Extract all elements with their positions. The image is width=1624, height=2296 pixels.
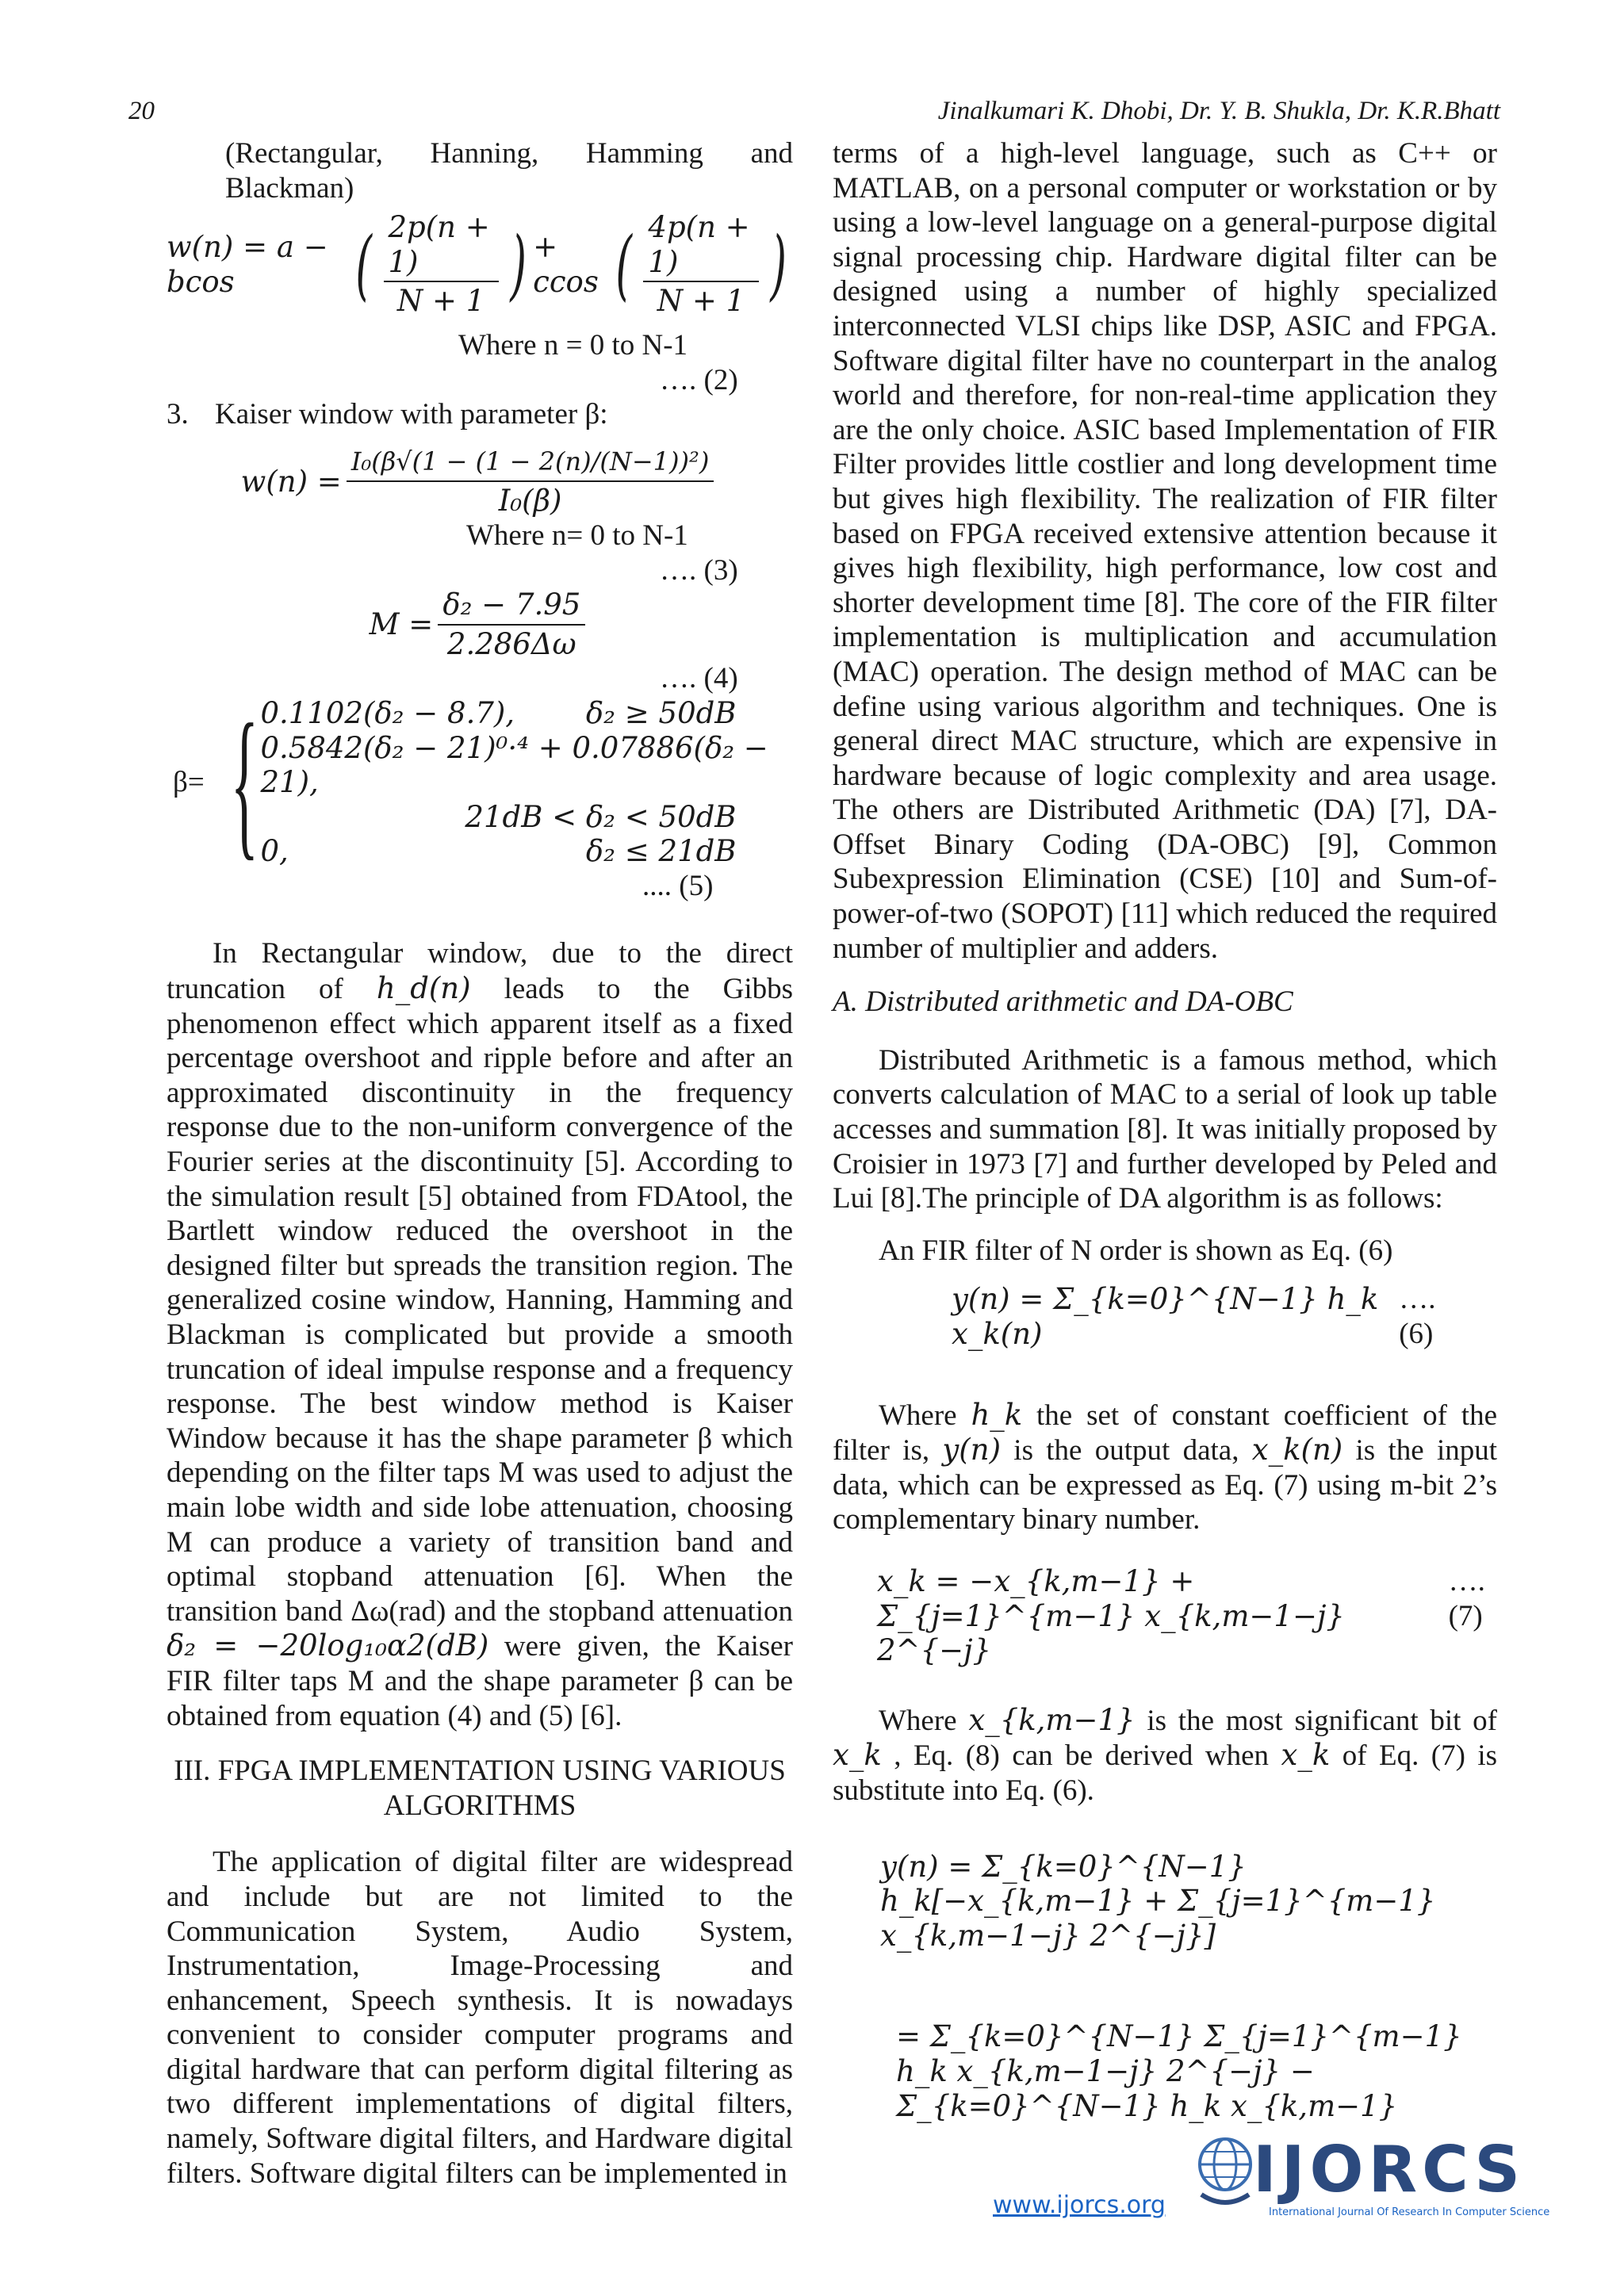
paren-close: )	[510, 220, 527, 309]
para7-text-a: Where	[879, 1704, 957, 1737]
paragraph-msb	[833, 1703, 1497, 1808]
paragraph-digital-filter: The application of digital filter are widespread and include but are not limited to the Communication System, Audio System, Instrumentation, Image-Processing and enhancement, Speech synthesis. It is nowadays convenient to consider computer programs and digital hardware that can perform digital filtering as two different implementations of digital filters, namely, Software digital filters, and Hardware digital filters. Software digital filters can be implemented in	[167, 1846, 793, 2190]
eq5-case-1-cond: δ₂ ≥ 50dB	[585, 695, 737, 730]
running-header-authors: Jinalkumari K. Dhobi, Dr. Y. B. Shukla, Dr. K.R.Bhatt	[937, 97, 1500, 125]
paren-close: )	[769, 220, 787, 309]
para7-math-x3: x_k	[1281, 1738, 1331, 1773]
eq3-num: I₀(β√(1 − (1 − 2(n)/(N−1))²)	[347, 445, 714, 483]
list-item-3	[167, 397, 793, 432]
equation-3	[167, 445, 793, 519]
eq2-den2: N + 1	[657, 284, 745, 319]
paragraph-hardware-filter: terms of a high-level language, such as C++ or MATLAB, on a personal computer or workstation or by using a low-level language on a general-purpose digital signal processing chip. Hardware digital filter can be designed using a number of highly specialized interconnected VLSI chips like DSP, ASIC and FPGA. Software digital filter have no counterpart in the analog world and therefore, for non-real-time application they are the only choice. ASIC based Implementation of FIR Filter provides little costlier and long development time but gives high flexibility. The realization of FIR filter based on FPGA received extensive attention because it gives high flexibility, high performance, low cost and shorter development time [8]. The core of the FIR filter implementation is multiplication and accumulation (MAC) operation. The design method of MAC can be define using various algorithm and techniques. One is general direct MAC structure, which are expensive in hardware because of logic complexity and area usage. The others are Distributed Arithmetic (DA) [7], DA-Offset Binary Coding (DA-OBC) [9], Common Subexpression Elimination (CSE) [10] and Sum-of-power-of-two (SOPOT) [11] which reduced the required number of multiplier and adders.	[833, 137, 1497, 965]
paragraph-fir-filter: An FIR filter of N order is shown as Eq. (6)	[879, 1234, 1393, 1267]
page-number: 20	[128, 97, 155, 125]
list-item-2-continuation: (Rectangular, Hanning, Hamming and Blackman)	[225, 137, 793, 205]
eq3-where: Where n= 0 to N-1	[466, 519, 688, 552]
eq2-den1: N + 1	[396, 284, 485, 319]
eq3-tag: …. (3)	[660, 553, 738, 587]
eq6-expr: y(n) = Σ_{k=0}^{N−1} h_k x_k(n)	[952, 1282, 1379, 1351]
eq2-fraction-1	[384, 210, 499, 319]
para1-math-delta: δ₂ = −20log₁₀α2(dB)	[167, 1628, 489, 1663]
eq2-mid: + ccos	[533, 229, 599, 299]
eq4-lhs: M =	[369, 607, 434, 641]
eq2-tag: …. (2)	[660, 363, 738, 396]
eq2-lhs: w(n) = a − bcos	[167, 229, 328, 299]
para1-text-b: leads to the Gibbs phenomenon effect which apparent itself as a fixed percentage overshoot and ripple before and after an approximated discontinuity in the frequency response due to the non-uniform convergence of the Fourier series at the discontinuity [5]. According to the simulation result [5] obtained from FDAtool, the Bartlett window reduced the overshoot in the designed filter but spreads the transition region. The generalized cosine window, Hanning, Hamming and Blackman is complicated but provide a smooth truncation of ideal impulse response and a frequency response. The best window method is Kaiser Window because it has the shape parameter β which depending on the filter taps M was used to adjust the main lobe width and side lobe attenuation, choosing M can produce a variety of transition band and optimal stopband attenuation [6]. When the transition band Δω(rad) and the stopband attenuation	[167, 973, 794, 1628]
eq2-num1: 2p(n + 1)	[384, 210, 499, 282]
eq5-cases	[261, 696, 784, 869]
paragraph-coefficients	[833, 1398, 1497, 1537]
para1-math-hd: h_d(n)	[376, 971, 471, 1006]
eq5-case-1-expr: 0.1102(δ₂ − 8.7),	[260, 695, 515, 730]
para6-text-c: is the output data,	[1013, 1434, 1239, 1468]
eq5-case-3	[261, 834, 784, 869]
paragraph-rectangular-window	[167, 936, 793, 1733]
para6-math-hk: h_k	[971, 1397, 1023, 1432]
eq2-fraction-2	[643, 210, 758, 319]
eq2-where: Where n = 0 to N-1	[458, 328, 688, 362]
para6-text-b: the set of constant coefficient of the filter is,	[833, 1399, 1498, 1468]
journal-logo-text: IJORCS	[1253, 2133, 1525, 2206]
para1-text-a: In Rectangular window, due to the direct truncation of	[167, 937, 793, 1006]
para6-math-yn: y(n)	[942, 1433, 1002, 1468]
equation-8-line-2: = Σ_{k=0}^{N−1} Σ_{j=1}^{m−1} h_k x_{k,m−1−j} 2^{−j} − Σ_{k=0}^{N−1} h_k x_{k,m−1}	[896, 2019, 1462, 2123]
list-item-3-text: Kaiser window with parameter β:	[215, 398, 608, 431]
paren-open: (	[615, 220, 632, 309]
eq5-case-3-expr: 0,	[260, 834, 289, 869]
equation-5	[173, 690, 793, 874]
eq7-expr: x_k = −x_{k,m−1} + Σ_{j=1}^{m−1} x_{k,m−1−j} 2^{−j}	[877, 1563, 1345, 1668]
section-heading-line-2: ALGORITHMS	[383, 1789, 576, 1822]
paren-open: (	[355, 220, 373, 309]
para7-math-x2: x_k	[833, 1738, 882, 1773]
eq4-fraction	[438, 587, 585, 661]
journal-url-link[interactable]: www.ijorcs.org	[993, 2191, 1166, 2219]
equation-4	[167, 587, 793, 661]
equation-2	[167, 210, 793, 319]
journal-logo-tagline: International Journal Of Research In Computer Science	[1269, 2206, 1550, 2218]
eq5-tag: .... (5)	[642, 869, 714, 902]
section-heading-line-1: III. FPGA IMPLEMENTATION USING VARIOUS	[174, 1755, 786, 1788]
para6-text-d: is the input data, which can be expressed as Eq. (7) using m-bit 2’s complementary binary number.	[833, 1434, 1498, 1536]
eq3-den: I₀(β)	[498, 484, 562, 519]
para7-text-d: of Eq. (7) is substitute into Eq. (6).	[833, 1739, 1498, 1807]
eq3-lhs: w(n) =	[240, 464, 342, 499]
eq5-case-2-expr: 0.5842(δ₂ − 21)⁰·⁴ + 0.07886(δ₂ − 21),	[260, 730, 768, 800]
eq6-tag: …. (6)	[1399, 1283, 1436, 1350]
right-column	[833, 136, 1497, 2123]
eq4-den: 2.286Δω	[446, 626, 576, 661]
para7-text-c: , Eq. (8) can be derived when	[894, 1739, 1269, 1773]
para6-math-xk: x_k(n)	[1251, 1433, 1343, 1468]
brace-icon: {	[230, 690, 259, 874]
section-heading-3	[167, 1754, 793, 1823]
eq3-fraction	[347, 445, 714, 519]
eq4-num: δ₂ − 7.95	[438, 587, 585, 626]
eq7-tag: …. (7)	[1448, 1564, 1485, 1632]
equation-8-line-1: y(n) = Σ_{k=0}^{N−1} h_k[−x_{k,m−1} + Σ_{j=1}^{m−1} x_{k,m−1−j} 2^{−j}]	[880, 1849, 1436, 1953]
eq5-lhs: β=	[173, 766, 205, 799]
eq5-case-3-cond: δ₂ ≤ 21dB	[585, 834, 737, 869]
subsection-heading-a: A. Distributed arithmetic and DA-OBC	[833, 985, 1293, 1019]
equation-6	[952, 1282, 1497, 1351]
eq5-case-1	[261, 696, 784, 731]
para7-math-x1: x_{k,m−1}	[968, 1702, 1136, 1737]
eq5-case-2-cond: 21dB < δ₂ < 50dB	[465, 799, 737, 834]
paragraph-distributed-arithmetic: Distributed Arithmetic is a famous method, which converts calculation of MAC to a serial of look up table accesses and summation [8]. It was initially proposed by Croisier in 1973 [7] and further developed by Peled and Lui [8].The principle of DA algorithm is as follows:	[833, 1043, 1497, 1215]
eq4-tag: …. (4)	[660, 662, 738, 695]
equation-7	[877, 1564, 1497, 1668]
para1-text-c: were given, the Kaiser FIR filter taps M and the shape parameter β can be obtained from equation (4) and (5) [6].	[167, 1630, 793, 1732]
list-item-3-number: 3.	[167, 398, 189, 431]
left-column	[167, 136, 793, 2191]
eq2-num2: 4p(n + 1)	[643, 210, 758, 282]
para6-text-a: Where	[879, 1399, 957, 1432]
para7-text-b: is the most significant bit of	[1147, 1704, 1498, 1737]
